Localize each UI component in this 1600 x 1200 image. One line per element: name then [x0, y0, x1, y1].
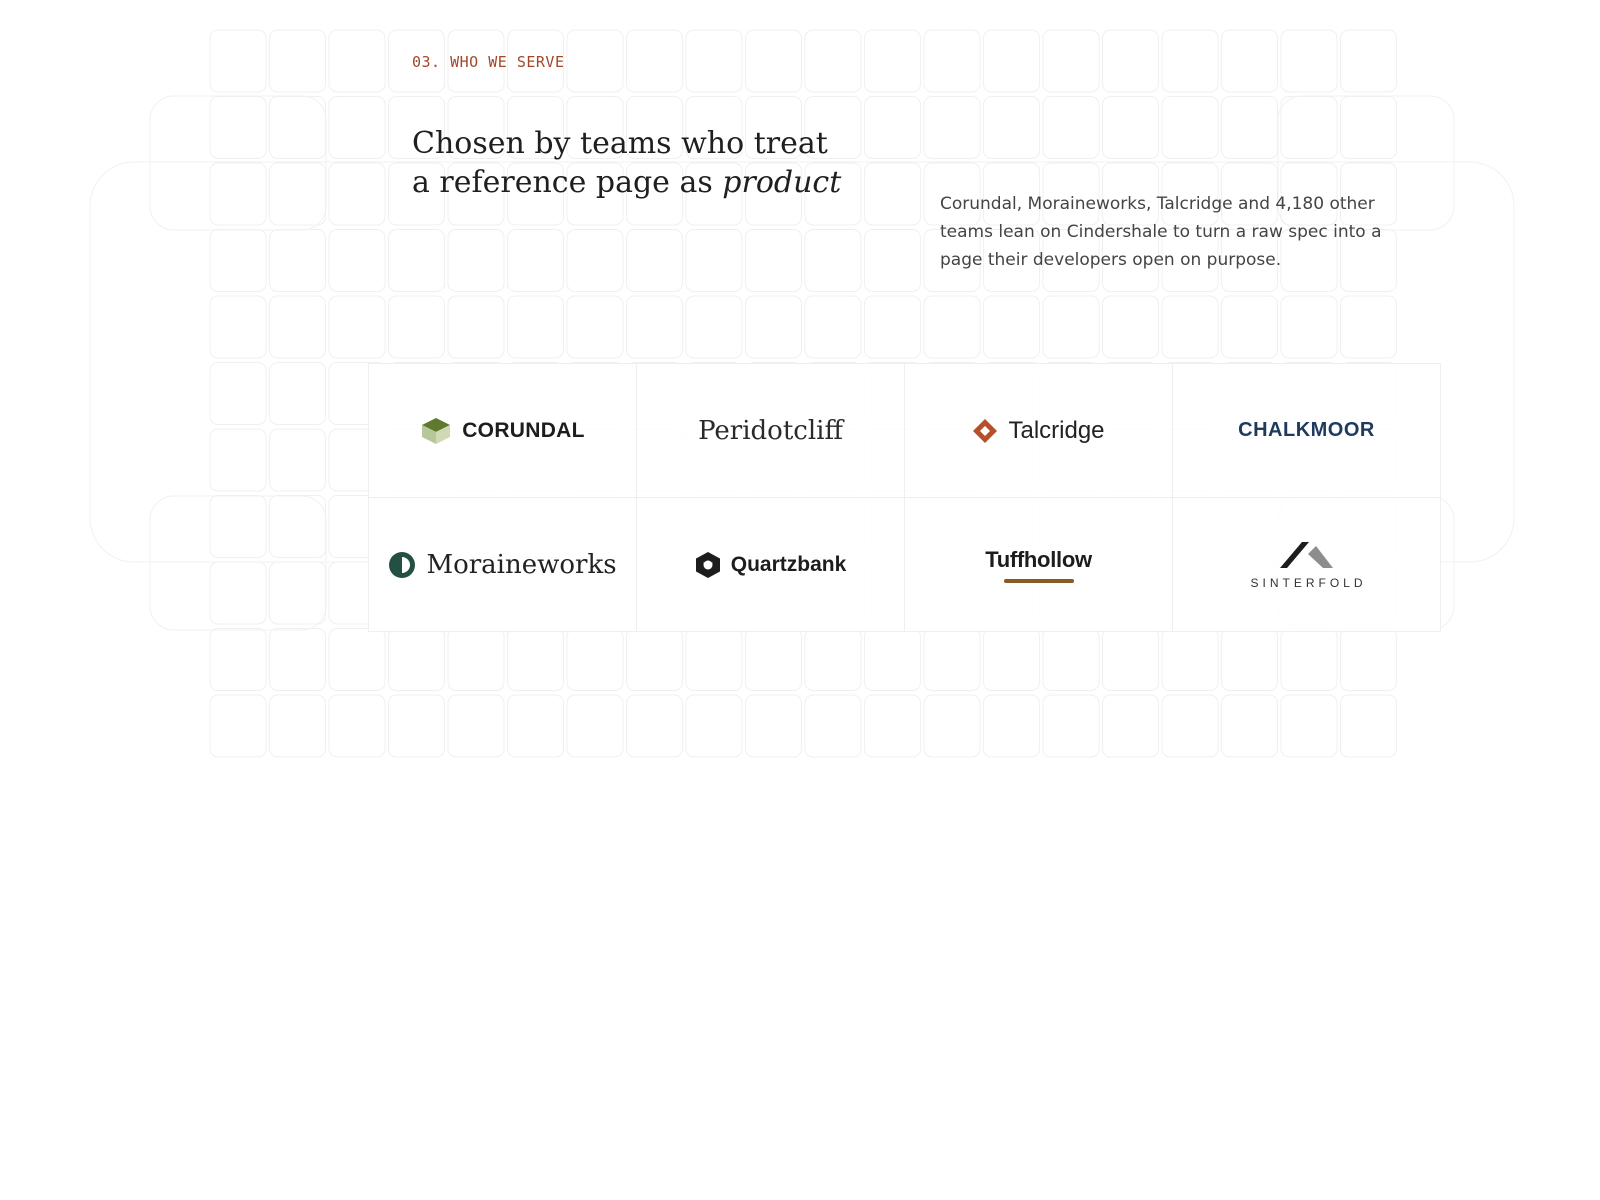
logo-cell-talcridge — [905, 364, 1173, 498]
logo-talcridge — [972, 417, 1104, 445]
logo-cell-tuffhollow — [905, 498, 1173, 632]
logo-corundal — [420, 416, 585, 446]
logo-moraineworks — [388, 550, 616, 580]
section-headline — [412, 124, 852, 202]
logo-wordmark: CORUNDAL — [462, 418, 585, 442]
logo-wordmark: Moraineworks — [426, 549, 617, 580]
logo-sinterfold — [1246, 540, 1366, 590]
logo-wordmark: Peridotcliff — [698, 415, 843, 446]
logo-peridotcliff — [698, 416, 843, 446]
section-intro-text: Corundal, Moraineworks, Talcridge and 4,180 other teams lean on Cindershale to turn a raw spec into a page their developers open on purpose. — [940, 194, 1382, 270]
logo-wordmark: Quartzbank — [730, 552, 847, 576]
logo-wordmark: CHALKMOOR — [1238, 419, 1375, 441]
logo-underline-bar — [1004, 579, 1074, 583]
logo-cell-chalkmoor — [1173, 364, 1441, 498]
logo-cell-peridotcliff — [637, 364, 905, 498]
half-circle-icon — [388, 551, 416, 579]
logo-wordmark: SINTERFOLD — [1250, 575, 1367, 590]
stacked-cube-icon — [420, 416, 452, 446]
logo-cell-moraineworks — [369, 498, 637, 632]
headline-emphasis: product — [722, 165, 842, 200]
customer-logo-grid — [368, 363, 1441, 632]
logo-quartzbank — [695, 551, 847, 579]
logo-chalkmoor — [1238, 419, 1375, 442]
headline-line-1: Chosen by teams who treat — [412, 126, 828, 161]
logo-cell-sinterfold — [1173, 498, 1441, 632]
mountain-icon — [1278, 540, 1334, 570]
section-eyebrow-label: 03. WHO WE SERVE — [412, 53, 565, 71]
logo-tuffhollow — [985, 547, 1092, 583]
diamond-icon — [972, 418, 998, 444]
logo-cell-corundal — [369, 364, 637, 498]
hexagon-icon — [695, 551, 721, 579]
logo-wordmark: Talcridge — [1008, 416, 1105, 444]
logo-cell-quartzbank — [637, 498, 905, 632]
logo-wordmark: Tuffhollow — [985, 546, 1092, 572]
headline-line-2: a reference page as — [412, 165, 723, 200]
